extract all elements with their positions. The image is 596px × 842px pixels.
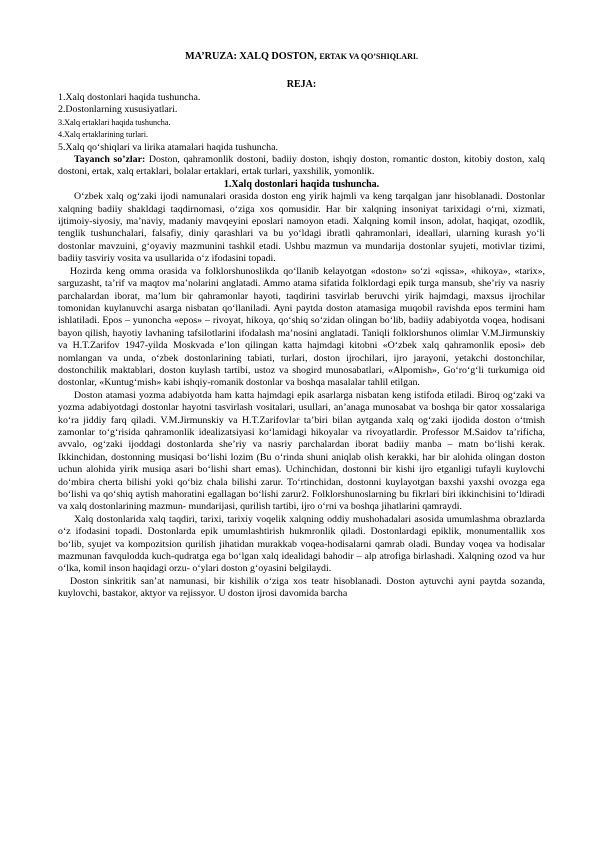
plan-item: 5.Xalq qo‘shiqlari va lirika atamalari haqida tushuncha.	[58, 141, 278, 153]
plan-item: 4.Xalq ertaklarining turlari.	[58, 130, 149, 140]
title-small: ERTAK VA QO’SHIQLARI.	[319, 52, 418, 61]
plan-item: 2.Dostonlarning xususiyatlari.	[58, 104, 178, 116]
lecture-title	[58, 51, 545, 63]
keywords-label: Tayanch so’zlar:	[74, 154, 149, 166]
plan-item: 3.Xalq ertaklari haqida tushuncha.	[58, 117, 171, 127]
plan-heading: REJA:	[286, 79, 317, 90]
section-heading: 1.Xalq dostonlari haqida tushuncha.	[223, 178, 380, 190]
body-paragraph: Xalq dostonlarida xalq taqdiri, tarixi, tarixiy voqelik xalqning oddiy mushohadalari asosida umumlashma obrazlarda o‘z ifodasini topadi. Dostonlarda epik umumlashtirish hukmronlik qiladi. Dostonlardagi epiklik, monumentallik xos bo‘lib, syujet va kompozitsion qurilish jihatidan murakkab voqea-hodisalarni qamrab oladi. Bunday voqea va hodisalar mazmunan favqulodda kuch-qudratga ega bo‘lgan xalq idealidagi bahodir – alp atrofiga birlashadi. Xalqning ozod va hur o‘lka, komil inson haqidagi orzu- o‘ylari doston g‘oyasini belgilaydi.	[58, 513, 545, 575]
body-paragraph: Doston sinkritik san’at namunasi, bir kishilik o‘ziga xos teatr hisoblanadi. Doston aytuvchi ayni paytda sozanda, kuylovchi, bastakor, aktyor va rejissyor. U doston ijrosi davomida barcha	[58, 575, 545, 600]
body-paragraph: Hozirda keng omma orasida va folklorshunoslikda qo‘llanib kelayotgan «doston» so‘zi «qissa», «hikoya», «tarix», sarguzasht, ta’rif va maqtov ma’nolarini anglatadi. Ammo atama sifatida folklordagi epik turga mansub, she’riy va nasriy parchalardan iborat, ma’lum bir qahramonlar hayoti, taqdirini tasvirlab beruvchi yirik hajmdagi, maxsus ijrochilar tomonidan kuylanuvchi asarga nisbatan qo‘llaniladi. Ayni paytda doston atamasiga muqobil ravishda epos termini ham ishlatiladi. Epos – yunoncha «epos» – rivoyat, hikoya, qo‘shiq so‘zidan olingan bo‘lib, badiiy adabiyotda voqea, hodisani bayon qilish, hayotiy lavhaning tafsilotlarini ifodalash ma’nosini anglatadi. Taniqli folklorshunos olimlar V.M.Jirmunskiy va H.T.Zarifov 1947-yilda Moskvada e’lon qilingan katta hajmdagi kitobni «O‘zbek xalq qahramonlik eposi» deb nomlangan va unda, o‘zbek dostonlarining tabiati, turlari, doston ijrochilari, ijro jarayoni, yetakchi dostonchilar, dostonchilik maktablari, doston kuylash tartibi, ustoz va shogird munosabatlari, «Alpomish», Go‘ro‘g‘li turkumiga oid dostonlar, «Kuntug‘mish» kabi ishqiy-romanik dostonlar va boshqa masalalar tahlil etilgan.	[58, 265, 545, 389]
keywords-paragraph	[58, 154, 545, 179]
plan-list	[58, 92, 545, 154]
plan-item: 1.Xalq dostonlari haqida tushuncha.	[58, 92, 201, 103]
body-paragraph: O‘zbek xalq og‘zaki ijodi namunalari orasida doston eng yirik hajmli va keng tarqalgan janr hisoblanadi. Dostonlar xalqning badiiy shakldagi taqdirnomasi, o‘ziga xos qomusidir. Har bir xalqning insoniyat tarixidagi o‘rni, xizmati, ijtimoiy-siyosiy, ma’naviy, madaniy mavqeyini eposlari namoyon etadi. Xalqning komil inson, adolat, haqiqat, ozodlik, tenglik tushunchalari, falsafiy, diniy qarashlari va bu yo‘ldagi ibratli qahramonlari, ideallari, ularning kurash yo‘li dostonlar mavzuini, g‘oyaviy mazmunini tashkil etadi. Ushbu mazmun va mundarija dostonlar syujeti, motivlar tizimi, badiiy tasviriy vosita va usullarida o‘z ifodasini topadi.	[58, 191, 545, 265]
title-main: MA’RUZA: XALQ DOSTON,	[185, 51, 320, 62]
body-paragraph: Doston atamasi yozma adabiyotda ham katta hajmdagi epik asarlarga nisbatan keng istifoda etiladi. Biroq og‘zaki va yozma adabiyotdagi dostonlar hayotni tasvirlash vositalari, usullari, an’anaga munosabat va boshqa bir qator xossalariga ko‘ra jiddiy farq qiladi. V.M.Jirmunskiy va H.T.Zarifovlar ta’biri bilan aytganda xalq og‘zaki ijodida doston o‘tmish zamonlar to‘g‘risida qahramonlik idealizatsiyasi ko‘lamidagi hikoyalar va rivoyatlardir. Professor M.Saidov ta’rificha, avvalo, og‘zaki ijoddagi dostonlarda she’riy va nasriy parchalardan iborat badiiy manba – matn bo‘lishi kerak. Ikkinchidan, dostonning musiqasi bo‘lishi lozim (Bu o‘rinda shuni aniqlab olish kerakki, har bir alohida olingan doston uchun alohida yirik musiqa asari bo‘lishi shart emas). Uchinchidan, dostonni bir kishi ijro etganligi tufayli kuylovchi do‘mbira cherta bilishi yoki qo‘biz chala bilishi zarur. To‘rtinchidan, dostonni kuylayotgan baxshi yaxshi ovozga ega bo‘lishi va qo‘shiq aytish mahoratini egallagan bo‘lishi zarur2. Folklorshunoslarning bu fikrlari biri ikkinchisini to‘ldiradi va xalq dostonlarining mazmun- mundarijasi, qurilish tartibi, ijro o‘rni va boshqa jihatlarini qamraydi.	[58, 389, 545, 513]
keywords-text: Doston, qahramonlik dostoni, badiiy doston, ishqiy doston, romantic doston, kitobiy doston, xalq dostoni, ertak, xalq ertaklari, bolalar ertaklari, ertak turlari, yaxshilik, yomonlik.	[58, 154, 545, 178]
page-content	[58, 51, 545, 601]
